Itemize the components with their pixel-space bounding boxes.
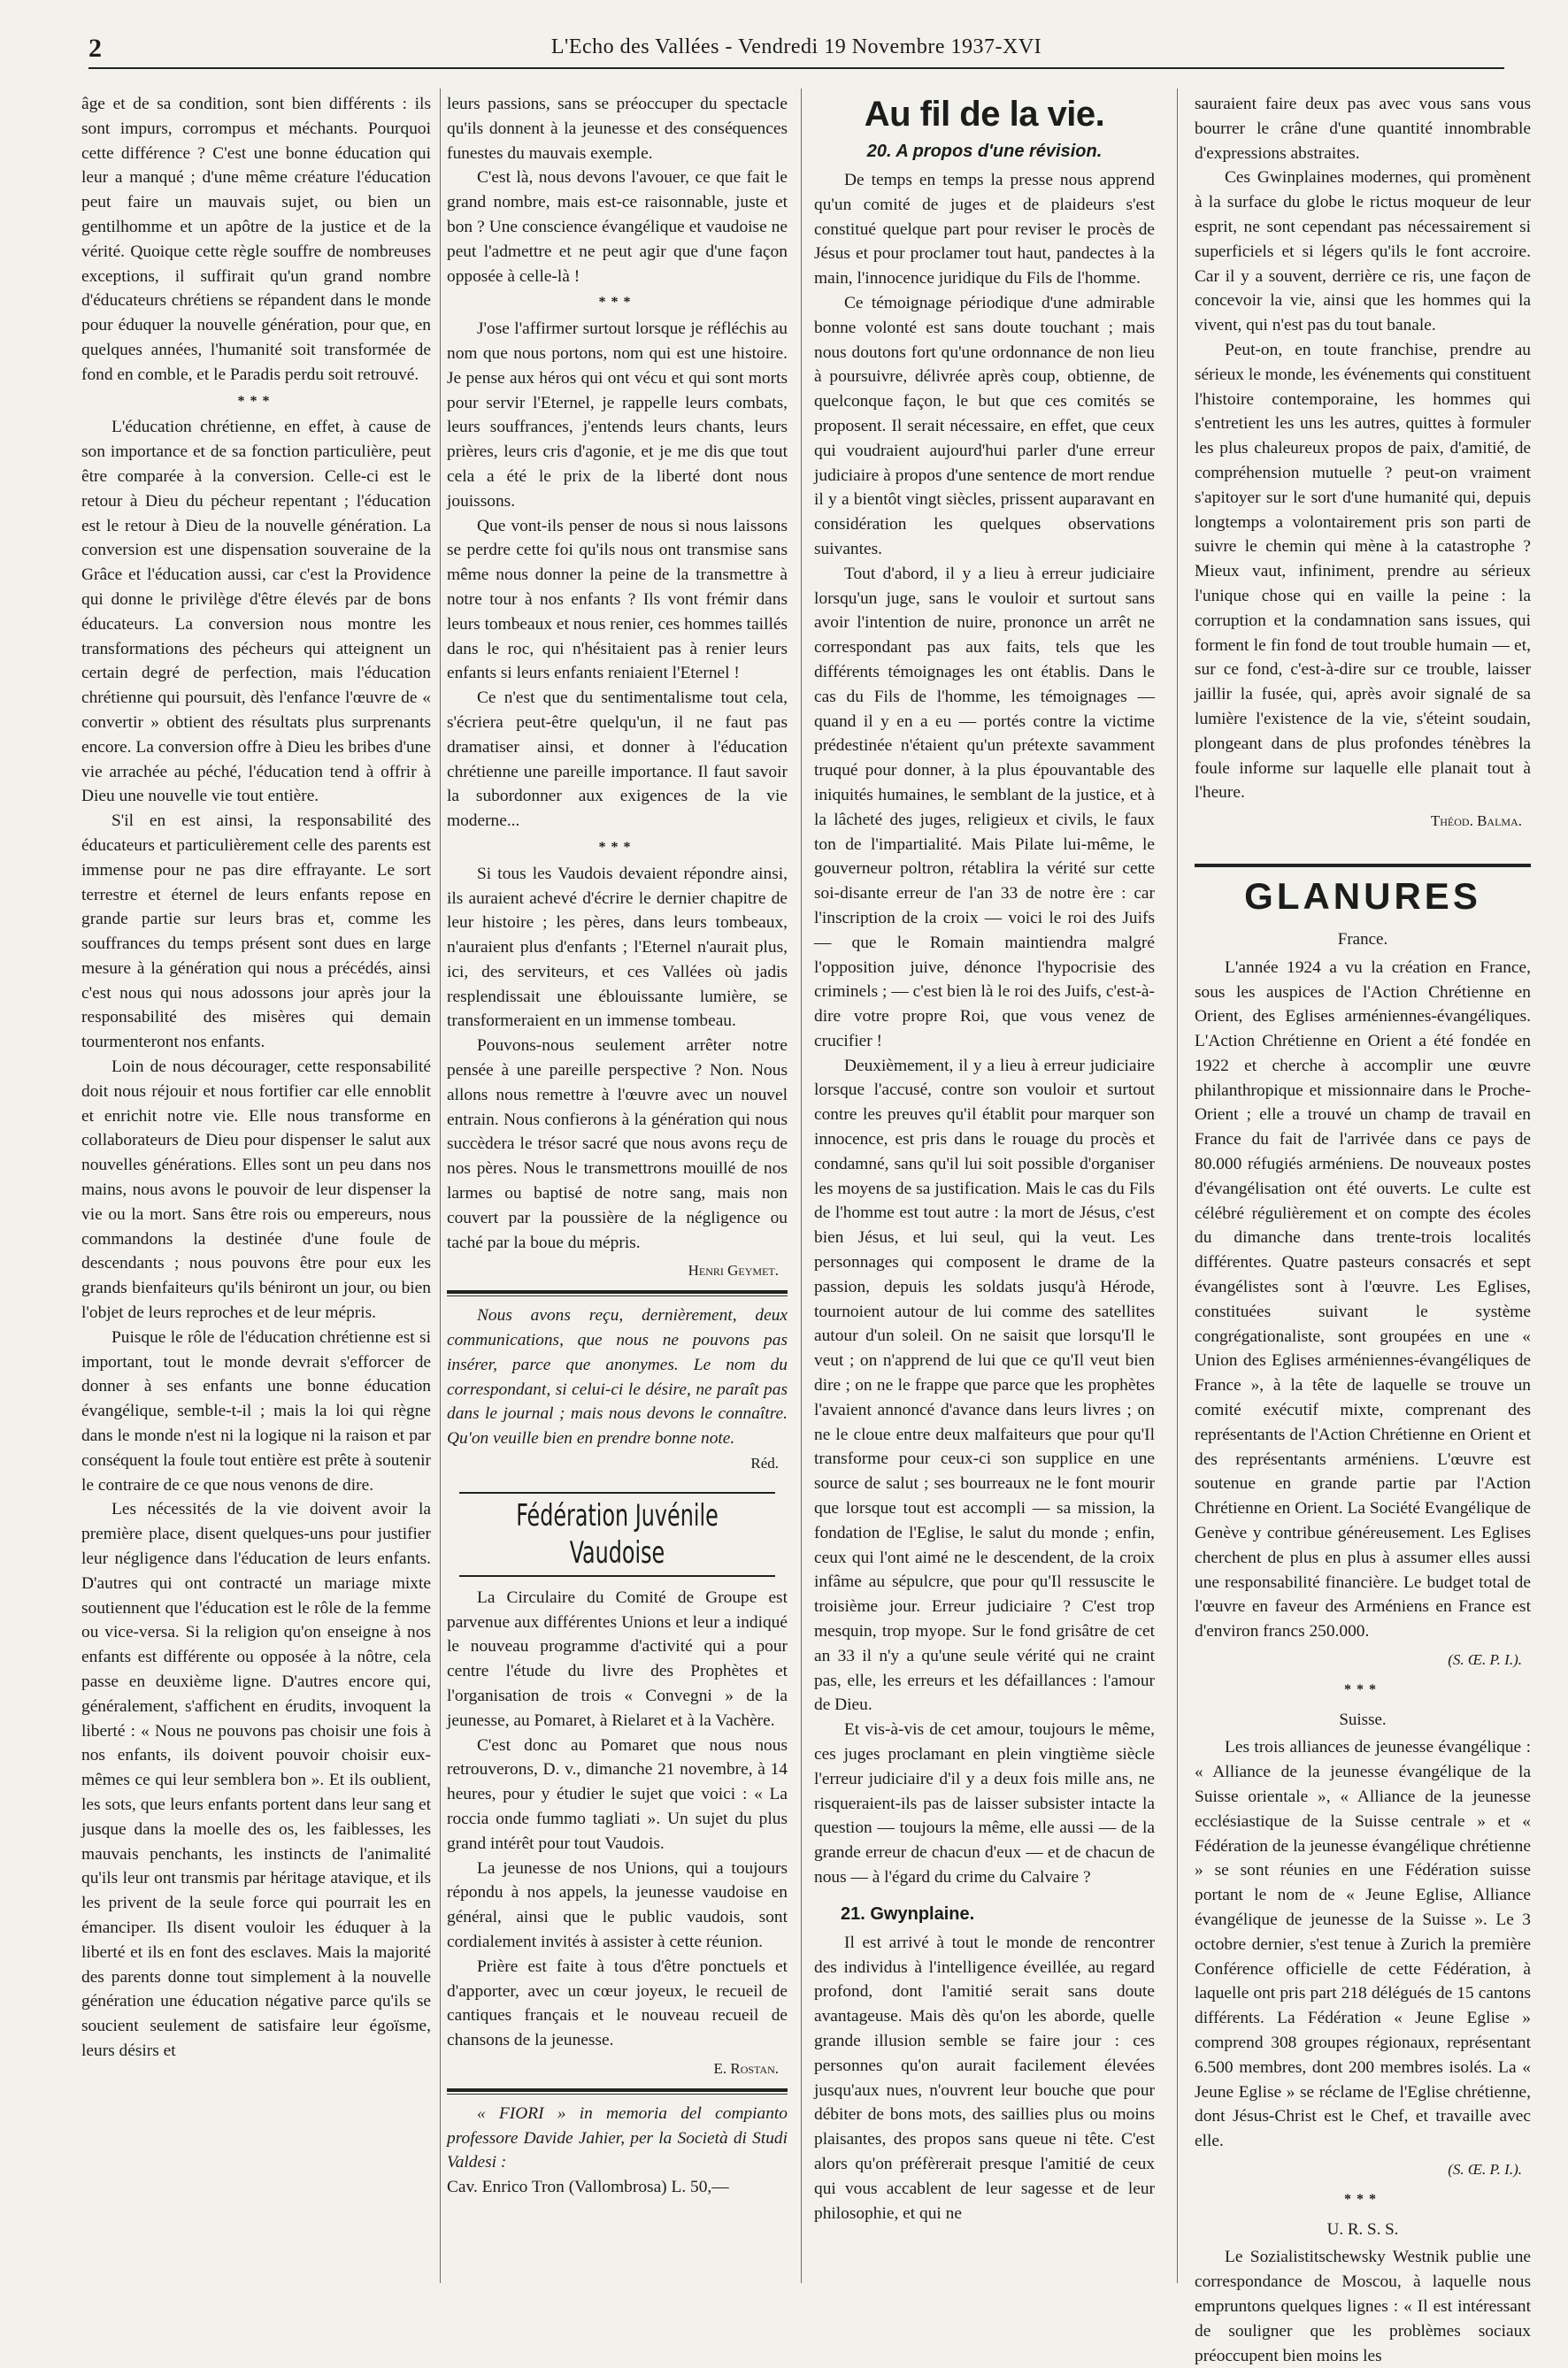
divider (447, 2088, 788, 2092)
section-separator: *** (598, 839, 636, 855)
column-divider (1177, 88, 1178, 2283)
section-separator: *** (598, 295, 636, 311)
column-4 (1195, 92, 1531, 2365)
subheading: U. R. S. S. (1326, 2219, 1399, 2239)
section-separator: *** (1344, 2191, 1381, 2207)
paragraph: Peut-on, en toute franchise, prendre au sérieux le monde, les événements qui constituent l'histoire contemporaine, les hommes qui s'entretient les uns les autres, quittes à formuler les plus chaleureux propos de paix, d'amitié, de compréhension mutuelle ? peut-on vraiment s'apitoyer sur le sort d'une humanité qui, depuis longtemps a volontairement pris son parti de suivre le chemin qui mène à la catastrophe ? Mieux vaut, infiniment, prendre au sérieux l'unique chose qui en vaille la peine : la corruption et la condamnation sans issues, qui forment le fin fond de tout trouble humain — et, sur ce fond, c'est-à-dire sur ce trouble, laisser jaillir la fusée, qui, après avoir signalé de sa lumière l'existence de la vie, s'éteint soudain, plongeant dans de plus profondes ténèbres la foule informe sur laquelle elle planait tout à l'heure. (1195, 340, 1531, 803)
paragraph: Puisque le rôle de l'éducation chrétienne est si important, tout le monde devrait s'efforcer de donner à ses enfants une bonne éducation évangélique, semble-t-il ; mais la loi qui règne dans le monde n'est ni la logique ni la raison et par conséquent la foule tout entière est prête à soutenir le contraire de ce que nous venons de dire. (81, 1327, 431, 1495)
paragraph: C'est donc au Pomaret que nous nous retrouverons, D. v., dimanche 21 novembre, à 14 heures, pour y étudier le sujet que voici : « La roccia onde fummo tagliati ». Un sujet du plus grand intérêt pour tout Vaudois. (447, 1735, 788, 1853)
donation-entry: Cav. Enrico Tron (Vallombrosa) L. 50,— (447, 2178, 729, 2197)
section-separator: *** (1344, 1681, 1381, 1697)
donation-heading: « FIORI » in memoria del compianto professore Davide Jahier, per la Società di Studi Valdesi : (447, 2103, 788, 2172)
section-heading: 21. Gwynplaine. (841, 1903, 975, 1924)
column-3 (814, 92, 1155, 2282)
section-heading: GLANURES (1244, 874, 1481, 917)
paragraph: La Circulaire du Comité de Groupe est parvenue aux différentes Unions et leur a indiqué le nouveau programme d'activité qui a pour centre l'étude du livre des Prophètes et l'organisation de trois « Convegni » de la jeunesse, au Pomaret, à Rielaret et à la Vachère. (447, 1588, 788, 1730)
paragraph: Il est arrivé à tout le monde de rencontrer des individus à l'intelligence éveillée, au regard profond, dont l'amitié serait sans doute avantageuse. Mais dès qu'on les aborde, quelle grande illusion semble se faire jour : ces personnes qu'on aurait facilement élevées jusqu'aux nues, n'ouvrent leur bouche que pour débiter de bons mots, des saillies plus ou moins plaisantes, des propos sans queue ni tête. C'est alors qu'on préfèrerait presque l'amitié de ceux qui vous accablent de leur sagesse et de leur philosophie, et qui ne (814, 1933, 1155, 2223)
paragraph: Ce témoignage périodique d'une admirable bonne volonté est sans doute touchant ; mais nous doutons fort qu'une ordonnance de non lieu à poursuivre, délivrée après coup, obtienne, de quelconque façon, le but que ces comités se proposent. Il serait nécessaire, en effet, que ceux qui voudraient aujourd'hui parler d'une erreur judiciaire à propos d'une sentence de mort rendue il y a bientôt vingt siècles, prissent auparavant en considération les quelques observations suivantes. (814, 293, 1155, 558)
section-heading-box (1195, 864, 1531, 919)
paragraph: Ces Gwinplaines modernes, qui promènent à la surface du globe le rictus moqueur de leur esprit, ne sont cependant pas nécessairement si superficiels et si légers qu'ils le font accroire. Car il y a souvent, derrière ce ris, une façon de concevoir la vie, ainsi que les hommes qui la vivent, qui n'est pas du tout banale. (1195, 168, 1531, 335)
paragraph: Le Sozialistitschewsky Westnik publie une correspondance de Moscou, à laquelle nous empruntons quelques lignes : « Il est intéressant de souligner que les problèmes sociaux préoccupent bien moins les (1195, 2248, 1531, 2365)
divider (447, 2094, 788, 2095)
editorial-note: Nous avons reçu, dernièrement, deux communications, que nous ne pouvons pas insérer, parce que anonymes. Le nom du correspondant, si celui-ci le désire, ne paraît pas dans le journal ; mais nous devons le connaître. Qu'on veuille bien en prendre bonne note. (447, 1306, 788, 1449)
author-signature: Théod. Balma. (1430, 812, 1522, 830)
page-number: 2 (88, 34, 102, 63)
author-signature: Henri Geymet. (688, 1262, 779, 1280)
page-header (88, 32, 1504, 69)
column-1 (81, 92, 431, 2282)
paragraph: leurs passions, sans se préoccuper du spectacle qu'ils donnent à la jeunesse et des conséquences funestes du mauvais exemple. (447, 95, 788, 163)
paragraph: C'est là, nous devons l'avouer, ce que fait le grand nombre, mais est-ce raisonnable, juste et bon ? Une conscience évangélique et vaudoise ne peut l'admettre et ne peut agir que d'une façon opposée à celle-là ! (447, 168, 788, 286)
column-divider (801, 88, 802, 2283)
section-heading: Fédération Juvénile Vaudoise (516, 1497, 719, 1571)
paragraph: âge et de sa condition, sont bien différents : ils sont impurs, corrompus et méchants. Pourquoi cette différence ? C'est une bonne éducation qui leur a manqué ; d'une même créature l'éducation peut faire un mauvais sujet, ou bien un gentilhomme et un apôtre de la justice et de la vérité. Quoique cette règle souffre de nombreuses exceptions, il suffirait qu'un grand nombre d'éducateurs chrétiens se répandent dans le monde pour éduquer la nouvelle génération, pour que, en quelques années, l'humanité soit transformée de fond en comble, et le Paradis perdu soit retrouvé. (81, 95, 431, 384)
divider (447, 1290, 788, 1294)
paragraph: Que vont-ils penser de nous si nous laissons se perdre cette foi qu'ils nous ont transmise sans même nous donner la peine de la transmettre à notre tour à nos enfants ? Ils vont frémir dans leurs tombeaux et nous renier, ces hommes taillés dans le roc, qui n'hésitaient pas à renier leurs enfants si leurs enfants reniaient l'Eternel ! (447, 516, 788, 683)
column-2 (447, 92, 788, 2282)
paragraph: Prière est faite à tous d'être ponctuels et d'apporter, avec un cœur joyeux, le recueil de cantiques français et le nouveau recueil de chansons de la jeunesse. (447, 1957, 788, 2050)
paragraph: Pouvons-nous seulement arrêter notre pensée à une pareille perspective ? Non. Nous allons nous remettre à l'œuvre avec un nouvel entrain. Nous confierons à la génération qui nous succèdera le trésor sacré que nous avons reçu de nos pères. Nous le transmettrons mouillé de nos larmes ou baptisé de notre sang, mais non couvert par la poussière de la négligence ou taché par la boue du mépris. (447, 1036, 788, 1252)
paragraph: Deuxièmement, il y a lieu à erreur judiciaire lorsque l'accusé, contre son vouloir et surtout contre les preuves qu'il établit pour marquer son innocence, est pris dans le rouage du procès et condamné, sans qu'il lui soit possible d'organiser les moyens de sa justification. Mais le cas du Fils de l'homme est tout autre : la mort de Jésus, c'est bien Jésus, et lui seul, qui la veut. Les personnages qui composent le drame de la passion, depuis les soldats jusqu'à Hérode, tournoient autour de lui comme des satellites autour d'un soleil. On ne saisit que lorsqu'Il le veut ; on n'apprend de lui que ce qu'Il veut bien dire ; on ne le frappe que parce que les prophètes l'avaient annoncé d'avance dans leurs livres ; on ne le cloue entre deux malfaiteurs que pour qu'Il transforme pour ceux-ci son supplice en une source de salut ; ses bourreaux ne le font mourir que lorsque tout est accompli — sa mission, la fondation de l'Eglise, le salut du monde ; enfin, ceux qui l'ont aimé ne le descendent, de la croix infâme au sépulcre, que pour qu'Il ressuscite le troisième jour. Erreur judiciaire ? C'est trop mesquin, trop myope. Sur le fond grisâtre de cet an 33 il n'y a qu'une seule vérité qui ne craint pas, elle, les erreurs et les défaillances : l'amour de Dieu. (814, 1056, 1155, 1715)
section-separator: *** (237, 393, 275, 409)
source-credit: (S. Œ. P. I.). (1448, 2160, 1522, 2178)
paragraph: Ce n'est que du sentimentalisme tout cela, s'écriera peut-être quelqu'un, il ne faut pas dramatiser ainsi, et donner à l'éducation chrétienne une pareille importance. Il faut savoir la subordonner aux exigences de la vie moderne... (447, 688, 788, 831)
paragraph: La jeunesse de nos Unions, qui a toujours répondu à nos appels, la jeunesse vaudoise en général, ainsi que le public vaudois, sont cordialement invités à assister à cette réunion. (447, 1858, 788, 1951)
paragraph: sauraient faire deux pas avec vous sans vous bourrer le crâne d'une quantité innombrable d'expressions abstraites. (1195, 95, 1531, 163)
paragraph: S'il en est ainsi, la responsabilité des éducateurs et particulièrement celle des parents est immense pour ne pas dire effrayante. Le sort terrestre et éternel de leurs enfants repose en grande partie sur leurs bras et, comme les souffrances du temps présent sont dues en large mesure à la génération qui nous a précédés, ainsi c'est nous qui nous adossons jour après jour la responsabilité des misères qui demain tourmenteront nos enfants. (81, 811, 431, 1052)
paragraph: L'éducation chrétienne, en effet, à cause de son importance et de sa fonction particulière, peut être comparée à la conversion. Celle-ci est le retour à Dieu du pécheur repentant ; l'éducation est le retour à Dieu de la nouvelle génération. La conversion est une dispensation souveraine de la Grâce et l'éducation aussi, car c'est la Providence qui donne le privilège d'être élevés par de bons éducateurs. La conversion nous montre les transformations des pécheurs qui atteignent un certain degré de perfection, mais l'éducation chrétienne qui poursuit, dès l'enfance l'œuvre de « convertir » obtient des résultats plus surprenants encore. La conversion offre à Dieu les bribes d'une vie arrachée au péché, l'éducation tend à offrir à Dieu une nouvelle vie tout entière. (81, 418, 431, 806)
running-head: L'Echo des Vallées - Vendredi 19 Novembre 1937-XVI (550, 35, 1042, 58)
paragraph: Loin de nous décourager, cette responsabilité doit nous réjouir et nous fortifier car elle ennoblit et enrichit notre vie. Elle nous transforme en collaborateurs de Dieu pour dispenser le salut aux nouvelles générations. Elles sont un peu dans nos mains, nous avons le pouvoir de leur dispenser la vie ou la mort. Sans être rois ou empereurs, nous commandons la destinée d'une foule de descendants ; nous pouvons être pour eux les grands bienfaiteurs qu'ils béniront un jour, ou bien l'objet de leurs reproches et de leur mépris. (81, 1057, 431, 1323)
paragraph: Tout d'abord, il y a lieu à erreur judiciaire lorsqu'un juge, sans le vouloir et surtout sans avoir l'intention de nuire, prononce un arrêt ne correspondant pas aux faits, tels que les différents témoignages les ont établis. Dans le cas du Fils de l'homme, les témoignages — quand il y en a eu — portés contre la victime prédestinée n'étaient qu'un prétexte savamment truqué pour donner, à la plus épouvantable des iniquités humaines, le semblant de la justice, et à la lâcheté des juges, religieux et civils, le faux ton de l'impartialité. Mais Pilate lui-même, le gouverneur poltron, rétablira la vérité sur cette soi-disante erreur de l'an 33 de notre ère : car l'inscription de la croix — voici le roi des Juifs — que le Romain maintiendra malgré l'opposition juive, dénonce l'hypocrisie des criminels ; — c'est bien là le roi des Juifs, c'est-à-dire votre propre Roi, que vous venez de crucifier ! (814, 564, 1155, 1050)
paragraph: De temps en temps la presse nous apprend qu'un comité de juges et de plaideurs s'est constitué quelque part pour reviser le procès de Jésus et pour proclamer tout haut, pandectes à la main, l'innocence juridique du Fils de l'homme. (814, 171, 1155, 288)
editorial-note-signature: Réd. (750, 1455, 779, 1472)
section-heading-box (459, 1492, 775, 1577)
subheading: France. (1337, 929, 1388, 949)
article-subtitle: 20. A propos d'une révision. (866, 142, 1103, 161)
paragraph: J'ose l'affirmer surtout lorsque je réfléchis au nom que nous portons, nom qui est une histoire. Je pense aux héros qui ont vécu et qui sont morts pour servir l'Eternel, je rappelle leurs combats, leurs souffrances, j'entends leurs chants, leurs prières, leurs cris d'agonie, et je me dis que tout cela a été le prix de la liberté dont nous jouissons. (447, 319, 788, 511)
source-credit: (S. Œ. P. I.). (1448, 1651, 1522, 1669)
paragraph: Les trois alliances de jeunesse évangélique : « Alliance de la jeunesse évangélique de la Suisse orientale », « Alliance de la jeunesse ecclésiastique de la Suisse centrale » et « Fédération de la jeunesse évangélique chrétienne » se sont réunies en une Fédération suisse portant le nom de « Jeune Eglise, Alliance évangélique de jeunesse de la Suisse ». Le 3 octobre dernier, s'est tenue à Zurich la première Conférence officielle de cette Fédération, à laquelle ont pris part 218 délégués de 15 cantons différents. La Fédération « Jeune Eglise » comprend 308 groupes régionaux, représentant 6.500 membres, dont 200 membres isolés. La « Jeune Eglise » se réclame de l'Eglise chrétienne, dont Jésus-Christ est le Chef, et travaille avec elle. (1195, 1738, 1531, 2151)
paragraph: L'année 1924 a vu la création en France, sous les auspices de l'Action Chrétienne en Orient, des Eglises arméniennes-évangéliques. L'Action Chrétienne en Orient a été fondée en 1922 et cherche à accomplir une œuvre philanthropique et missionnaire dans le Proche-Orient ; elle a trouvé un champ de travail en France du fait de l'arrivée dans ce pays de 80.000 réfugiés arméniens. De nouveaux postes d'évangélisation ont été ouverts. Le culte est célébré régulièrement et on compte des écoles du dimanche dans trente-trois localités différentes. Quatre pasteurs consacrés et sept évangélistes sont à l'œuvre. Les Eglises, constituées suivant le système congrégationaliste, sont groupées en une « Union des Eglises arméniennes-évangéliques de France », à la tête de laquelle se trouve un comité exécutif mixte, comprenant des représentants de l'Action Chrétienne en Orient et des représentants arméniens. L'œuvre est soutenue en grande partie par l'Action Chrétienne en Orient. La Société Evangélique de Genève y contribue généreusement. Les Eglises cherchent de plus en plus à assumer elles aussi une responsabilité financière. Le budget total de l'œuvre en faveur des Arméniens en France est d'environ francs 250.000. (1195, 957, 1531, 1641)
article-title: Au fil de la vie. (864, 95, 1105, 134)
paragraph: Et vis-à-vis de cet amour, toujours le même, ces juges proclamant en plein vingtième siècle l'erreur judiciaire d'il y a deux fois mille ans, ne risqueraient-ils pas de laisser subsister intacte la question — toujours la même, elle aussi — de la grande erreur de chacun d'eux — et de chacun de nous — à l'égard du crime du Calvaire ? (814, 1720, 1155, 1887)
author-signature: E. Rostan. (713, 2059, 779, 2077)
column-divider (440, 88, 441, 2283)
paragraph: Les nécessités de la vie doivent avoir la première place, disent quelques-uns pour justifier leur négligence dans l'éducation de leurs enfants. D'autres qui ont contracté un mariage mixte soutiennent que l'éducation est le rôle de la femme ou vice-versa. Si la religion qu'on enseigne à nos enfants est différente ou opposée à la nôtre, cela passe en deuxième ligne. D'autres encore qui, généralement, s'affichent en érudits, invoquent la liberté : « Nous ne pouvons pas choisir une fois à nos enfants, ils doivent pouvoir choisir eux-mêmes ce qui leur semblera bon ». Et ils oublient, les sots, que leurs enfants portent dans leur sang et jusque dans la moelle des os, les faiblesses, les mauvais penchants, les instincts de l'animalité qu'ils leur ont transmis par héritage atavique, et ils les privent de la seule force qui pourrait les en émanciper. Ils disent vouloir les éduquer à la liberté et ils en font des esclaves. Mais la majorité des parents donne tout simplement à la nouvelle génération une éducation négative parce qu'ils se soucient seulement de satisfaire leur égoïsme, leurs désirs et (81, 1500, 431, 2060)
divider (447, 1295, 788, 1296)
subheading: Suisse. (1339, 1710, 1387, 1729)
paragraph: Si tous les Vaudois devaient répondre ainsi, ils auraient achevé d'écrire le dernier chapitre de leur histoire ; les pères, dans leurs tombeaux, n'auraient plus d'enfants ; l'Eternel n'aurait plus, ici, des serviteurs, et ces Vallées où jadis resplendissait une éblouissante lumière, se transformeraient en un immense tombeau. (447, 864, 788, 1031)
